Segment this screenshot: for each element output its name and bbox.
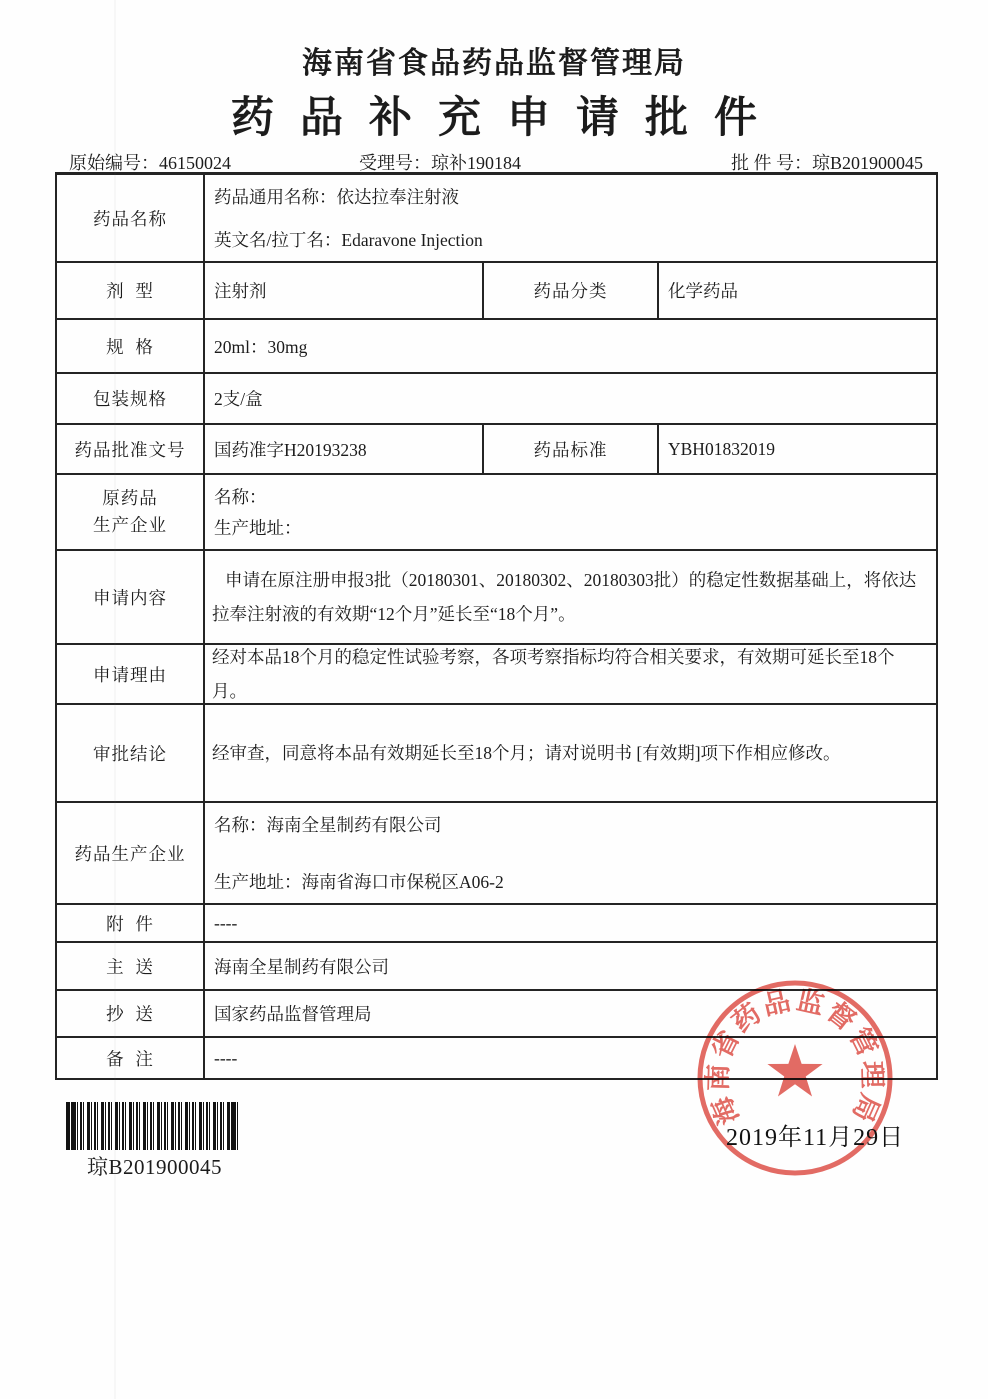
acceptance-number-label: 受理号： bbox=[359, 153, 431, 173]
row-label: 规 格 bbox=[57, 320, 205, 372]
original-number-label: 原始编号： bbox=[69, 153, 159, 173]
approval-number-label: 批 件 号： bbox=[731, 153, 812, 173]
table-row-approval-conclusion bbox=[57, 705, 936, 803]
table-row-pack-spec bbox=[57, 374, 936, 425]
pack-spec-value: 2支/盒 bbox=[214, 389, 263, 409]
table-row-manufacturer bbox=[57, 803, 936, 905]
application-content-text bbox=[205, 551, 936, 643]
seal-arc-text: 海南省药品监督管理局 bbox=[702, 984, 888, 1129]
table-row-spec bbox=[57, 320, 936, 374]
row-label: 药品生产企业 bbox=[57, 803, 205, 903]
table-row-attachment bbox=[57, 905, 936, 943]
barcode bbox=[66, 1102, 238, 1150]
row-label: 申请内容 bbox=[57, 551, 205, 643]
orig-manufacturer-cell bbox=[205, 475, 936, 549]
orig-manufacturer-addr-label: 生产地址： bbox=[214, 518, 302, 538]
application-content-paragraph: 申请在原注册申报3批（20180301、20180302、20180303批）的稳定性数据基础上，将依达拉奉注射液的有效期“12个月”延长至“18个月”。 bbox=[212, 570, 917, 624]
row-label: 包装规格 bbox=[57, 374, 205, 423]
attachment-value: ---- bbox=[214, 912, 238, 933]
manufacturer-addr-label: 生产地址： bbox=[214, 872, 302, 892]
manufacturer-name-label: 名称： bbox=[214, 815, 267, 835]
table-row-orig-manufacturer bbox=[57, 475, 936, 551]
table-row-approval-doc-no bbox=[57, 425, 936, 475]
row-label: 抄 送 bbox=[57, 991, 205, 1036]
row-label: 药品名称 bbox=[57, 175, 205, 261]
scan-artifact bbox=[114, 0, 116, 1399]
drug-category-value: 化学药品 bbox=[668, 281, 738, 301]
barcode-label: 琼B201900045 bbox=[87, 1155, 223, 1179]
application-reason-paragraph: 经对本品18个月的稳定性试验考察，各项考察指标均符合相关要求，有效期可延长至18个月。 bbox=[212, 647, 895, 701]
row-label: 附 件 bbox=[57, 905, 205, 941]
manufacturer-addr-line bbox=[214, 869, 928, 894]
row-label: 主 送 bbox=[57, 943, 205, 989]
manufacturer-cell bbox=[205, 803, 936, 903]
approval-date: 2019年11月29日 bbox=[726, 1125, 905, 1151]
original-number-value: 46150024 bbox=[159, 153, 231, 173]
orig-manufacturer-name-label: 名称： bbox=[214, 487, 267, 507]
english-name-line bbox=[214, 227, 928, 252]
dosage-form-value: 注射剂 bbox=[205, 263, 484, 318]
copy-to-value: 国家药品监督管理局 bbox=[214, 1004, 372, 1024]
english-name-value: Edaravone Injection bbox=[341, 230, 483, 250]
generic-name-label: 药品通用名称： bbox=[214, 187, 337, 207]
approval-doc-no-value: 国药准字H20193238 bbox=[205, 425, 484, 473]
manufacturer-addr-value: 海南省海口市保税区A06-2 bbox=[301, 872, 504, 892]
row-label bbox=[57, 475, 205, 549]
main-to-value: 海南全星制药有限公司 bbox=[214, 956, 389, 977]
orig-manufacturer-label bbox=[93, 485, 167, 539]
row-label: 剂 型 bbox=[57, 263, 205, 318]
manufacturer-name-value: 海南全星制药有限公司 bbox=[266, 815, 442, 835]
seal-star-icon bbox=[767, 1044, 822, 1096]
manufacturer-name-line bbox=[214, 812, 928, 837]
document-title: 药品补充申请批件 bbox=[231, 95, 783, 142]
issuing-authority-title: 海南省食品药品监督管理局 bbox=[302, 47, 686, 80]
table-row-dosage-form bbox=[57, 263, 936, 320]
row-label: 药品批准文号 bbox=[57, 425, 205, 473]
approval-conclusion-paragraph: 经审查，同意将本品有效期延长至18个月；请对说明书 [有效期]项下作相应修改。 bbox=[212, 743, 841, 763]
acceptance-number-value: 琼补190184 bbox=[431, 153, 521, 173]
row-label: 审批结论 bbox=[57, 705, 205, 801]
orig-manufacturer-label-line2: 生产企业 bbox=[93, 515, 167, 535]
drug-category-label: 药品分类 bbox=[484, 263, 659, 318]
orig-manufacturer-addr-line bbox=[214, 515, 928, 540]
row-label: 备 注 bbox=[57, 1038, 205, 1078]
drug-standard-label: 药品标准 bbox=[484, 425, 659, 473]
orig-manufacturer-name-line bbox=[214, 484, 928, 509]
document-meta-row bbox=[55, 149, 938, 173]
english-name-label: 英文名/拉丁名： bbox=[214, 230, 342, 250]
drug-name-cell bbox=[205, 175, 936, 261]
table-row-application-reason bbox=[57, 645, 936, 705]
application-reason-text bbox=[205, 645, 936, 703]
remarks-value: ---- bbox=[214, 1047, 238, 1068]
table-row-application-content bbox=[57, 551, 936, 645]
approval-table bbox=[55, 172, 938, 1080]
spec-value: 20ml：30mg bbox=[214, 336, 308, 357]
approval-number-value: 琼B201900045 bbox=[812, 153, 924, 173]
row-label: 申请理由 bbox=[57, 645, 205, 703]
approval-conclusion-text bbox=[205, 705, 936, 801]
table-row-drug-name bbox=[57, 175, 936, 263]
generic-name-line bbox=[214, 184, 928, 209]
drug-standard-value: YBH01832019 bbox=[668, 438, 775, 459]
generic-name-value: 依达拉奉注射液 bbox=[336, 187, 459, 207]
orig-manufacturer-label-line1: 原药品 bbox=[102, 488, 158, 508]
